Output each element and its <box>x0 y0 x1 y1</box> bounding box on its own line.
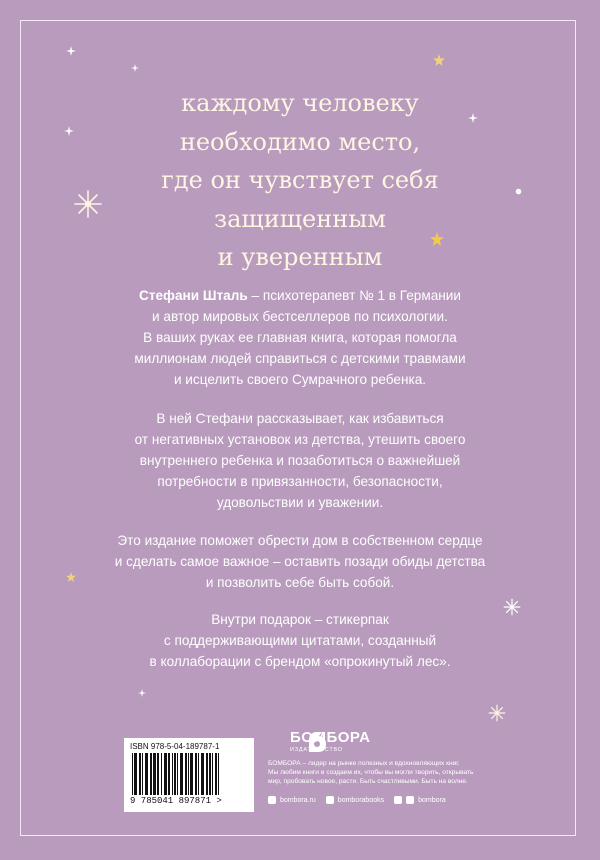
publisher-subtitle: ИЗДАТЕЛЬСТВО <box>290 747 343 753</box>
barcode-bar <box>195 753 197 795</box>
barcode-bar <box>174 753 176 795</box>
barcode-bar <box>161 753 162 795</box>
benefit-paragraph <box>0 530 600 593</box>
barcode-bar <box>198 753 199 795</box>
barcode-bar <box>172 753 173 795</box>
barcode-bar <box>218 753 219 795</box>
barcode-bar <box>142 753 143 795</box>
vk-icon <box>326 796 334 804</box>
paragraph-line: и позволить себе быть собой. <box>205 575 395 590</box>
barcode-image <box>130 753 248 795</box>
quote-line: защищенным <box>214 204 386 233</box>
paragraph-line: Внутри подарок – стикерпак <box>211 612 389 627</box>
barcode-bar <box>209 753 211 795</box>
publisher-desc-line: БОМБОРА – лидер на рынке полезных и вдохновляющих книг. <box>268 760 460 767</box>
paragraph-line: В ваших руках ее главная книга, которая помогла <box>143 330 457 345</box>
barcode-bar <box>153 753 156 795</box>
paragraph-line: в коллаборации с брендом «опрокинутый лес». <box>149 654 451 669</box>
barcode-bar <box>180 753 183 795</box>
author-name: Стефани Шталь <box>139 288 248 303</box>
paragraph-line: и исцелить своего Сумрачного ребенка. <box>173 372 427 387</box>
sparkle-icon <box>66 46 76 56</box>
gift-paragraph <box>0 609 600 672</box>
barcode-bar <box>139 753 141 795</box>
paragraph-line: и автор мировых бестселлеров по психологии. <box>152 309 448 324</box>
barcode-bar <box>177 753 178 795</box>
sparkle-icon <box>131 64 139 72</box>
burst-star-icon <box>488 704 506 722</box>
barcode-bar <box>132 753 133 795</box>
paragraph-line: миллионам людей справиться с детскими травмами <box>134 351 466 366</box>
star-icon <box>433 54 445 66</box>
paragraph-line: от негативных установок из детства, утешить своего <box>134 432 466 447</box>
paragraph-line: удовольствии и уважении. <box>216 495 384 510</box>
barcode-bar <box>164 753 167 795</box>
cover-quote <box>0 84 600 277</box>
barcode-bar <box>168 753 170 795</box>
publisher-desc-line: Мы любим книги и создаем их, чтобы вы могли творить, открывать <box>268 768 474 776</box>
social-link[interactable]: bombora.ru <box>280 796 316 804</box>
social-link[interactable]: bombora <box>418 796 446 804</box>
publisher-socials <box>268 796 446 804</box>
paragraph-line: с поддерживающими цитатами, созданный <box>163 633 437 648</box>
quote-line: каждому человеку <box>181 89 419 117</box>
quote-line: необходимо место, <box>179 127 421 156</box>
barcode-bar <box>201 753 204 795</box>
paragraph-line: Это издание поможет обрести дом в собственном сердце <box>117 533 483 548</box>
quote-line: где он чувствует себя <box>161 166 439 194</box>
paragraph-line: В ней Стефани рассказывает, как избавиться <box>156 411 444 426</box>
publisher-desc-line: мир, пробовать новое, расти. Быть счастливыми. Быть на волне. <box>268 777 468 785</box>
barcode-block <box>124 738 254 812</box>
paragraph-line: и сделать самое важное – оставить позади обиды детства <box>114 554 486 569</box>
barcode-bar <box>190 753 193 795</box>
barcode-digits: 9 785041 897871 > <box>130 796 222 806</box>
description-paragraph <box>0 408 600 513</box>
barcode-bar <box>185 753 187 795</box>
social-link[interactable]: bomborabooks <box>337 796 385 804</box>
barcode-bar <box>134 753 137 795</box>
barcode-bar <box>145 753 148 795</box>
sparkle-icon <box>138 689 146 697</box>
publisher-name: БОМБОРА <box>290 729 371 746</box>
vk-icon <box>406 796 414 804</box>
barcode-bar <box>188 753 189 795</box>
barcode-bar <box>212 753 213 795</box>
quote-line: и уверенным <box>217 243 383 271</box>
barcode-bar <box>150 753 152 795</box>
paragraph-line <box>0 285 600 306</box>
isbn-text: ISBN 978-5-04-189787-1 <box>130 742 220 751</box>
paragraph-line: потребности в привязанности, безопасности, <box>157 474 443 489</box>
publisher-description <box>268 760 473 786</box>
instagram-icon <box>268 796 276 804</box>
barcode-bar <box>157 753 159 795</box>
barcode-bar <box>215 753 217 795</box>
telegram-icon <box>394 796 402 804</box>
paragraph-text: – психотерапевт № 1 в Германии <box>247 288 461 303</box>
paragraph-line: внутреннего ребенка и позаботиться о важнейшей <box>139 453 461 468</box>
author-paragraph <box>0 285 600 390</box>
barcode-bar <box>206 753 208 795</box>
